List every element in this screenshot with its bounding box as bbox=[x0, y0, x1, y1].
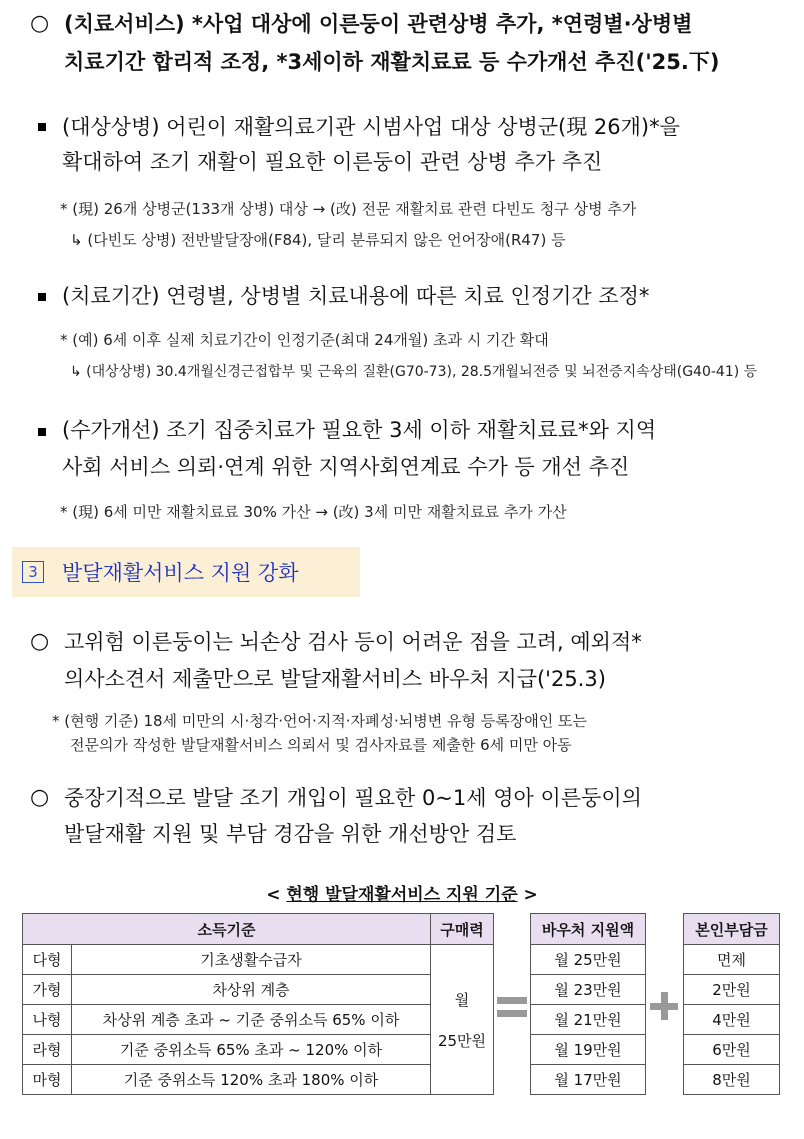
table-row bbox=[23, 945, 494, 975]
s6-line1: 중장기적으로 발달 조기 개입이 필요한 0~1세 영아 이른둥이의 bbox=[64, 786, 642, 810]
section-number: 3 bbox=[22, 561, 44, 583]
row-type: 라형 bbox=[23, 1035, 72, 1065]
equals-icon bbox=[497, 997, 527, 1023]
buying-power-amount: 25만원 bbox=[437, 1031, 487, 1050]
s4-line2: 사회 서비스 의뢰·연계 위한 지역사회연계료 수가 등 개선 추진 bbox=[62, 455, 630, 479]
s1-line2: 치료기간 합리적 조정, *3세이하 재활치료료 등 수가개선 추진('25.下) bbox=[64, 50, 720, 74]
table-caption bbox=[0, 880, 804, 905]
table-row bbox=[23, 975, 494, 1005]
header-income: 소득기준 bbox=[23, 914, 431, 945]
table-row bbox=[23, 1065, 494, 1095]
buying-power-cell bbox=[431, 945, 494, 1095]
copay-value: 4만원 bbox=[684, 1005, 780, 1035]
header-buying-power: 구매력 bbox=[431, 914, 494, 945]
voucher-value: 월 19만원 bbox=[531, 1035, 646, 1065]
row-type: 다형 bbox=[23, 945, 72, 975]
s2-note1: * (現) 26개 상병군(133개 상병) 대상 → (改) 전문 재활치료 관련 다빈도 청구 상병 추가 bbox=[60, 200, 637, 218]
square-bullet bbox=[38, 123, 46, 131]
caption-text: 현행 발달재활서비스 지원 기준 bbox=[286, 885, 518, 905]
s6-line2: 발달재활 지원 및 부담 경감을 위한 개선방안 검토 bbox=[64, 822, 517, 846]
s5-note1: * (현행 기준) 18세 미만의 시·청각·언어·지적·자폐성·뇌병변 유형 등록장애인 또는 bbox=[52, 712, 587, 730]
header-copay: 본인부담금 bbox=[684, 914, 780, 945]
s5-line1: 고위험 이른둥이는 뇌손상 검사 등이 어려운 점을 고려, 예외적* bbox=[64, 630, 642, 654]
s2-line1: (대상상병) 어린이 재활의료기관 시범사업 대상 상병군(現 26개)*을 bbox=[62, 115, 680, 139]
row-income: 기준 중위소득 120% 초과 180% 이하 bbox=[72, 1065, 431, 1095]
copay-value: 2만원 bbox=[684, 975, 780, 1005]
s4-line1: (수가개선) 조기 집중치료가 필요한 3세 이하 재활치료료*와 지역 bbox=[62, 418, 657, 442]
table-row bbox=[23, 1035, 494, 1065]
copay-table bbox=[683, 913, 780, 1095]
plus-icon bbox=[650, 992, 678, 1020]
s3-line1: (치료기간) 연령별, 상병별 치료내용에 따른 치료 인정기간 조정* bbox=[62, 284, 650, 308]
caption-left-bracket: < bbox=[266, 885, 281, 905]
copay-value: 8만원 bbox=[684, 1065, 780, 1095]
row-type: 마형 bbox=[23, 1065, 72, 1095]
table-row bbox=[23, 1005, 494, 1035]
voucher-value: 월 23만원 bbox=[531, 975, 646, 1005]
row-income: 차상위 계층 bbox=[72, 975, 431, 1005]
income-table bbox=[22, 913, 494, 1095]
s3-note1: * (예) 6세 이후 실제 치료기간이 인정기준(최대 24개월) 초과 시 기간 확대 bbox=[60, 331, 549, 349]
section-header bbox=[12, 547, 360, 597]
header-voucher: 바우처 지원액 bbox=[531, 914, 646, 945]
circle-bullet: ○ bbox=[30, 629, 50, 654]
row-income: 기초생활수급자 bbox=[72, 945, 431, 975]
voucher-value: 월 21만원 bbox=[531, 1005, 646, 1035]
voucher-value: 월 25만원 bbox=[531, 945, 646, 975]
voucher-table bbox=[530, 913, 646, 1095]
square-bullet bbox=[38, 428, 46, 436]
row-income: 기준 중위소득 65% 초과 ~ 120% 이하 bbox=[72, 1035, 431, 1065]
copay-value: 6만원 bbox=[684, 1035, 780, 1065]
s5-note2: 전문의가 작성한 발달재활서비스 의뢰서 및 검사자료를 제출한 6세 미만 아동 bbox=[70, 736, 572, 754]
circle-bullet: ○ bbox=[30, 11, 50, 36]
row-income: 차상위 계층 초과 ~ 기준 중위소득 65% 이하 bbox=[72, 1005, 431, 1035]
s4-note1: * (現) 6세 미만 재활치료료 30% 가산 → (改) 3세 미만 재활치료료 추가 가산 bbox=[60, 503, 567, 521]
circle-bullet: ○ bbox=[30, 785, 50, 810]
copay-value: 면제 bbox=[684, 945, 780, 975]
buying-power-month: 월 bbox=[454, 990, 470, 1009]
s3-note2: ↳ (대상상병) 30.4개월신경근접합부 및 근육의 질환(G70-73), 28.5개월뇌전증 및 뇌전증지속상태(G40-41) 등 bbox=[70, 364, 758, 380]
s1-line1: (치료서비스) *사업 대상에 이른둥이 관련상병 추가, *연령별·상병별 bbox=[64, 12, 693, 36]
voucher-value: 월 17만원 bbox=[531, 1065, 646, 1095]
caption-right-bracket: > bbox=[523, 885, 538, 905]
s2-note2: ↳ (다빈도 상병) 전반발달장애(F84), 달리 분류되지 않은 언어장애(R47) 등 bbox=[70, 231, 566, 249]
s5-line2: 의사소견서 제출만으로 발달재활서비스 바우처 지급('25.3) bbox=[64, 667, 606, 691]
row-type: 나형 bbox=[23, 1005, 72, 1035]
square-bullet bbox=[38, 293, 46, 301]
row-type: 가형 bbox=[23, 975, 72, 1005]
section-title: 발달재활서비스 지원 강화 bbox=[62, 561, 299, 585]
s2-line2: 확대하여 조기 재활이 필요한 이른둥이 관련 상병 추가 추진 bbox=[62, 150, 603, 174]
